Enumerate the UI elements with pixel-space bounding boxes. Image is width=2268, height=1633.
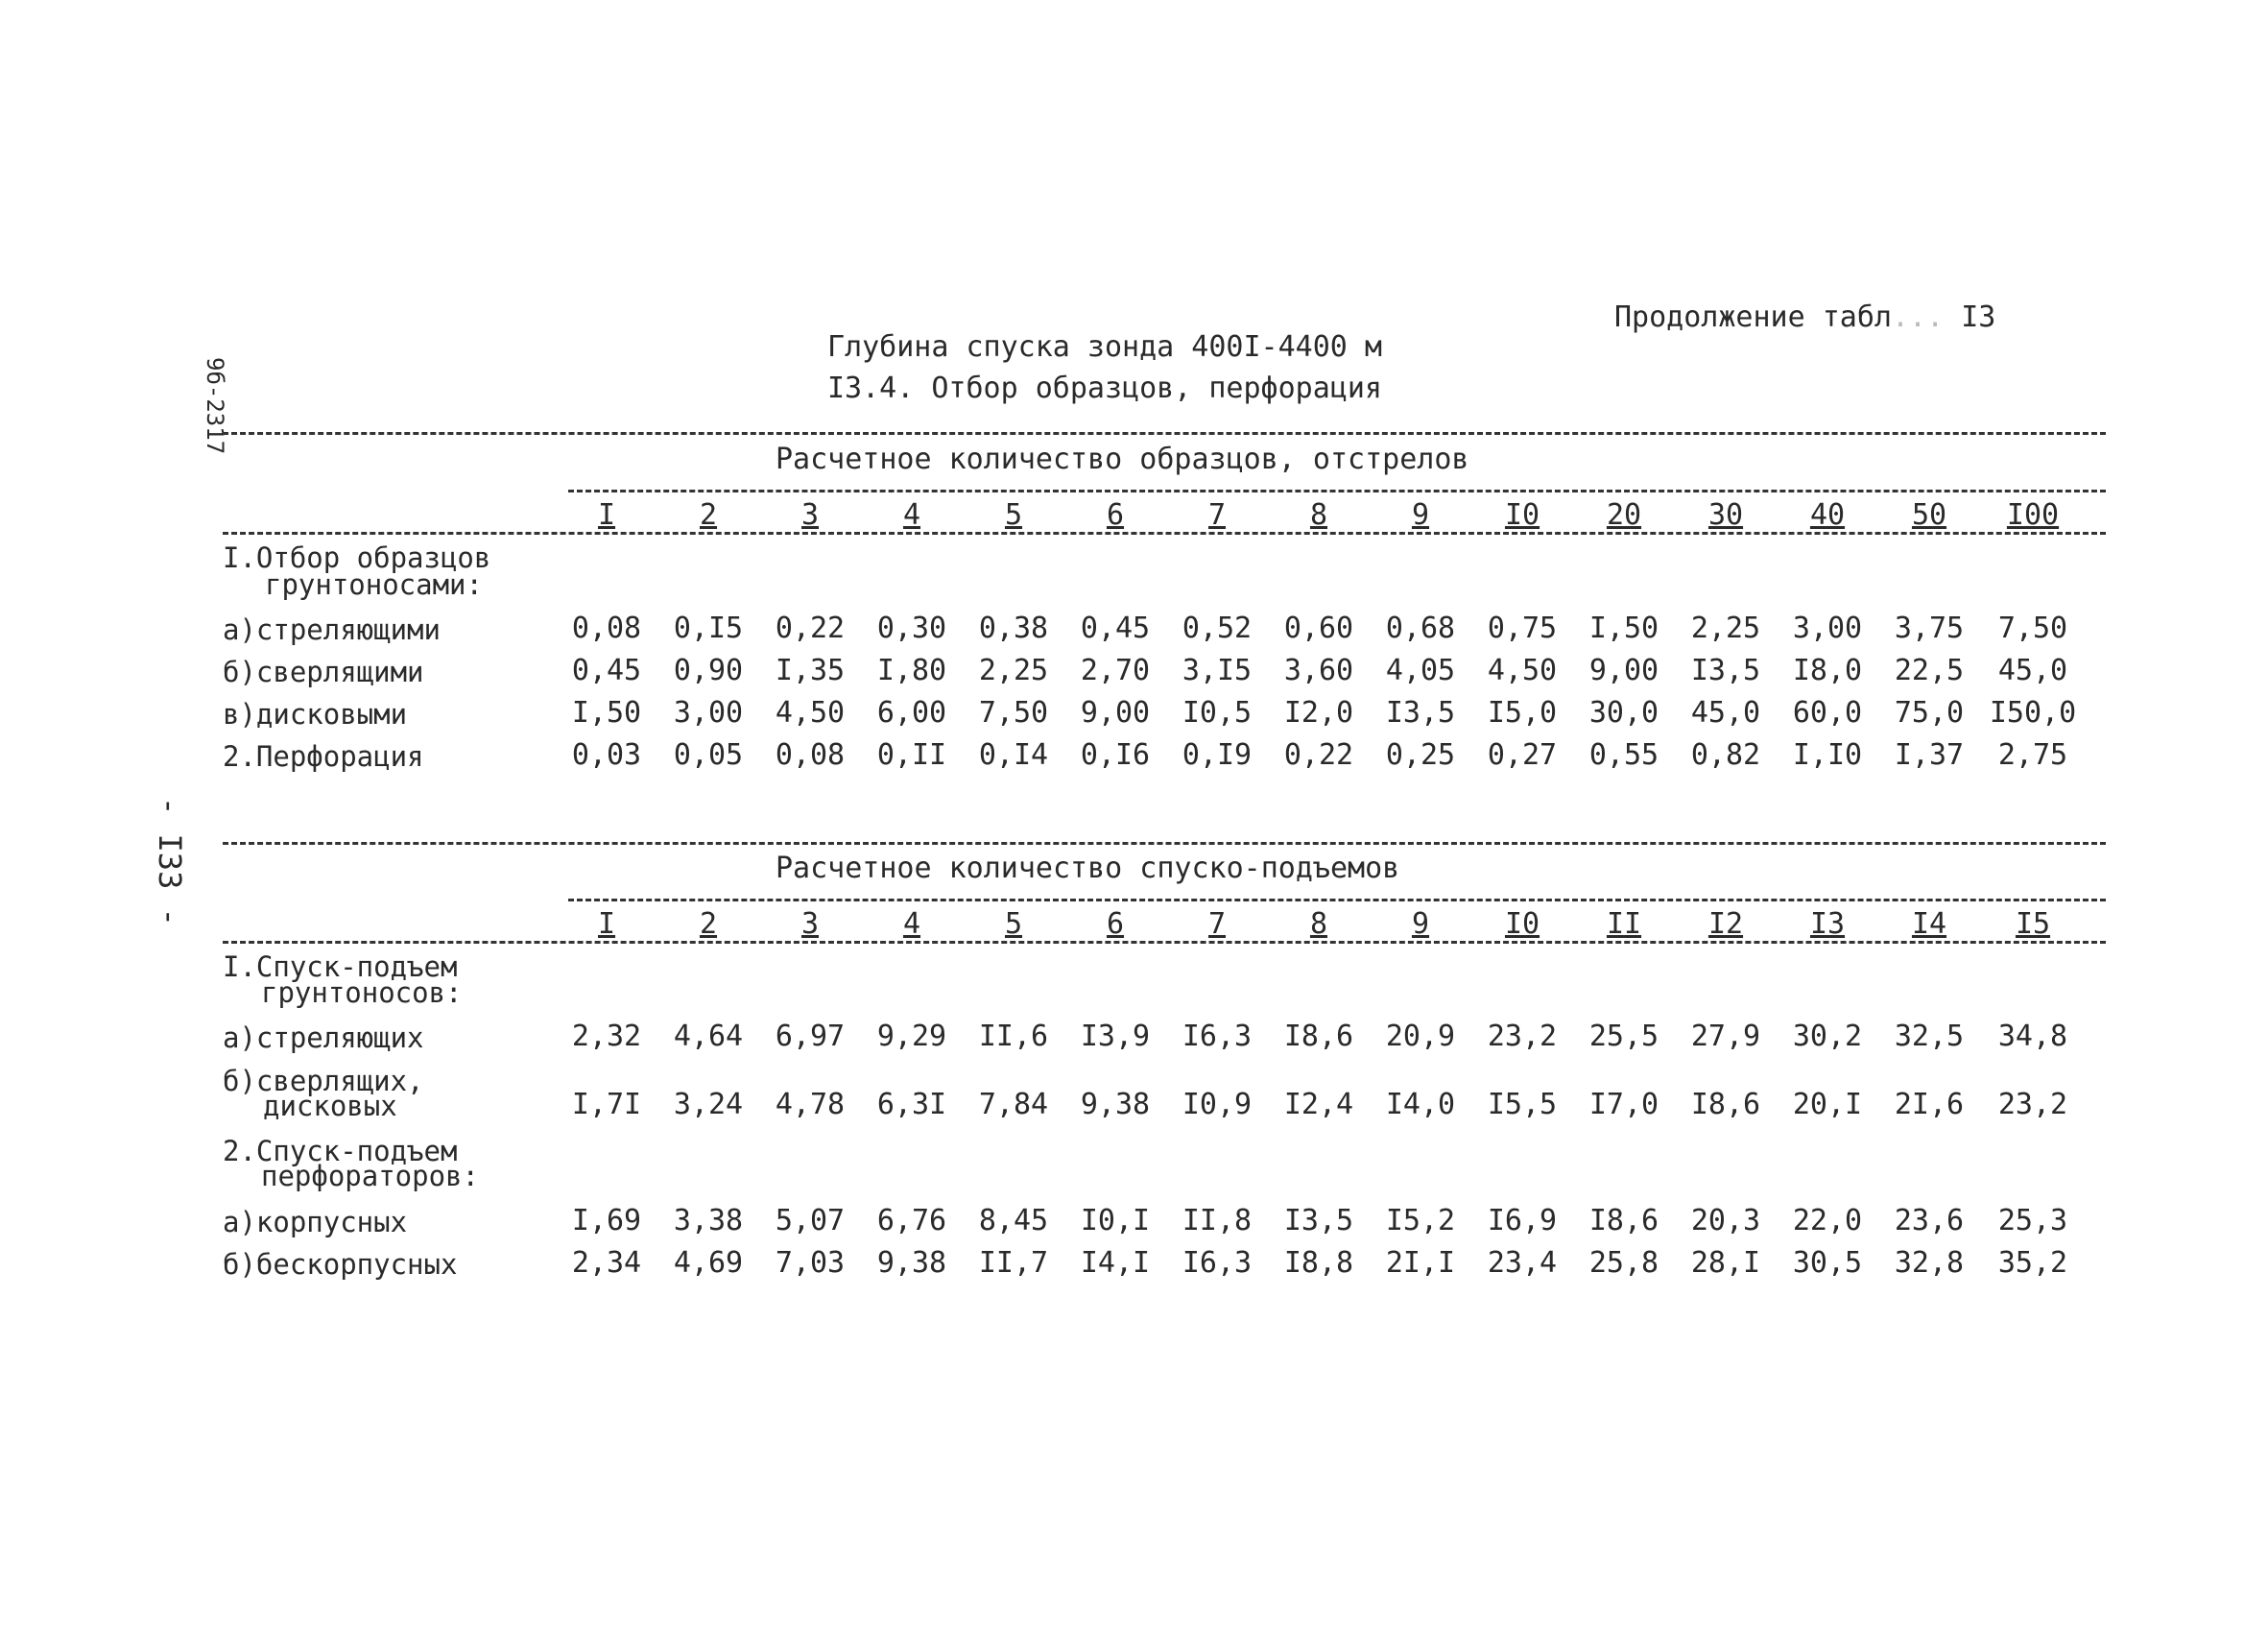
table-cell: 4,50 — [1487, 654, 1558, 687]
table-cell: 9,38 — [1080, 1088, 1151, 1121]
table-cell: 0,27 — [1487, 738, 1558, 772]
table-cell: II,8 — [1182, 1204, 1253, 1237]
section1-caption-rule — [568, 490, 2106, 492]
table-cell: I8,0 — [1792, 654, 1863, 687]
table-cell: 23,2 — [1487, 1020, 1558, 1053]
title-line-1: Глубина спуска зонда 400I-4400 м — [827, 330, 1382, 364]
column-header: 2 — [699, 907, 718, 941]
table-cell: 7,50 — [978, 696, 1049, 730]
table-cell: I,50 — [1588, 612, 1659, 645]
table-cell: 8,45 — [978, 1204, 1049, 1237]
table-cell: 3,00 — [673, 696, 744, 730]
row-label: а)стреляющих — [223, 1021, 424, 1054]
table-cell: I,I0 — [1792, 738, 1863, 772]
table-cell: 0,22 — [1283, 738, 1354, 772]
table-cell: 45,0 — [1997, 654, 2068, 687]
column-header: 6 — [1106, 907, 1125, 941]
table-cell: 32,5 — [1894, 1020, 1965, 1053]
table-cell: 7,50 — [1997, 612, 2068, 645]
table-cell: 75,0 — [1894, 696, 1965, 730]
table-cell: 6,76 — [876, 1204, 947, 1237]
table-cell: 28,I — [1690, 1246, 1761, 1280]
section2-caption: Расчетное количество спуско-подъемов — [776, 852, 1400, 885]
table-cell: 3,00 — [1792, 612, 1863, 645]
table-cell: 34,8 — [1997, 1020, 2068, 1053]
column-header: 8 — [1309, 498, 1328, 532]
table-cell: 6,00 — [876, 696, 947, 730]
column-header: 3 — [800, 907, 820, 941]
continuation-label — [1614, 301, 1995, 334]
table-cell: 60,0 — [1792, 696, 1863, 730]
table-cell: I6,3 — [1182, 1020, 1253, 1053]
table-cell: 0,22 — [775, 612, 846, 645]
table-cell: 20,I — [1792, 1088, 1863, 1121]
table-cell: 4,05 — [1385, 654, 1456, 687]
column-header: 8 — [1309, 907, 1328, 941]
column-header: 50 — [1911, 498, 1947, 532]
document-code: 9б-2317 — [202, 357, 228, 455]
table-cell: 23,6 — [1894, 1204, 1965, 1237]
column-header: 9 — [1411, 498, 1430, 532]
table-cell: I5,0 — [1487, 696, 1558, 730]
table-cell: I2,0 — [1283, 696, 1354, 730]
table-cell: I3,5 — [1283, 1204, 1354, 1237]
table-cell: I8,8 — [1283, 1246, 1354, 1280]
table-cell: II,6 — [978, 1020, 1049, 1053]
table-cell: 0,38 — [978, 612, 1049, 645]
table-cell: 9,29 — [876, 1020, 947, 1053]
table-cell: 4,64 — [673, 1020, 744, 1053]
column-header: I2 — [1707, 907, 1744, 941]
row-label-line-2: дисковых — [263, 1090, 397, 1122]
table-cell: 2,32 — [571, 1020, 642, 1053]
column-header: I — [597, 498, 616, 532]
table-cell: I7,0 — [1588, 1088, 1659, 1121]
table-cell: I,69 — [571, 1204, 642, 1237]
table-cell: 2,70 — [1080, 654, 1151, 687]
page-number: - I33 - — [152, 797, 188, 926]
row-label: в)дисковыми — [223, 698, 408, 731]
section1-caption: Расчетное количество образцов, отстрелов — [776, 443, 1469, 476]
column-header: 4 — [902, 907, 921, 941]
column-header: 7 — [1207, 907, 1227, 941]
table-cell: I,35 — [775, 654, 846, 687]
row-label: а)корпусных — [223, 1206, 408, 1238]
table-cell: 9,38 — [876, 1246, 947, 1280]
table-cell: 0,I5 — [673, 612, 744, 645]
table-cell: 30,5 — [1792, 1246, 1863, 1280]
row-label: б)бескорпусных — [223, 1248, 458, 1281]
table-cell: 5,07 — [775, 1204, 846, 1237]
table-cell: 0,30 — [876, 612, 947, 645]
table-cell: 23,2 — [1997, 1088, 2068, 1121]
section2-group2-label-1: 2.Спуск-подъем — [223, 1135, 458, 1167]
table-cell: 3,24 — [673, 1088, 744, 1121]
table-cell: 0,I9 — [1182, 738, 1253, 772]
column-header: 6 — [1106, 498, 1125, 532]
table-cell: I6,3 — [1182, 1246, 1253, 1280]
table-cell: I0,I — [1080, 1204, 1151, 1237]
table-cell: I,7I — [571, 1088, 642, 1121]
table-cell: 0,08 — [571, 612, 642, 645]
table-cell: 0,60 — [1283, 612, 1354, 645]
table-cell: 0,I6 — [1080, 738, 1151, 772]
section2-caption-rule — [568, 899, 2106, 901]
table-cell: I,80 — [876, 654, 947, 687]
table-cell: 22,5 — [1894, 654, 1965, 687]
table-cell: 2I,I — [1385, 1246, 1456, 1280]
table-cell: 3,60 — [1283, 654, 1354, 687]
table-cell: 2,75 — [1997, 738, 2068, 772]
table-cell: 3,38 — [673, 1204, 744, 1237]
table-cell: I50,0 — [1989, 696, 2077, 730]
title-line-2: I3.4. Отбор образцов, перфорация — [827, 372, 1382, 405]
table-cell: II,7 — [978, 1246, 1049, 1280]
table-cell: I6,9 — [1487, 1204, 1558, 1237]
table-cell: 30,0 — [1588, 696, 1659, 730]
column-header: 9 — [1411, 907, 1430, 941]
table-cell: 0,45 — [1080, 612, 1151, 645]
section1-group-label-1: I.Отбор образцов — [223, 541, 491, 574]
table-cell: 25,3 — [1997, 1204, 2068, 1237]
table-cell: 0,52 — [1182, 612, 1253, 645]
table-cell: 6,97 — [775, 1020, 846, 1053]
column-header: I — [597, 907, 616, 941]
table-cell: 27,9 — [1690, 1020, 1761, 1053]
section2-group1-label-2: грунтоносов: — [261, 976, 463, 1009]
table-cell: I4,0 — [1385, 1088, 1456, 1121]
table-cell: 0,II — [876, 738, 947, 772]
table-cell: 25,5 — [1588, 1020, 1659, 1053]
table-number: I3 — [1961, 300, 1996, 334]
table-cell: 3,I5 — [1182, 654, 1253, 687]
column-header: 7 — [1207, 498, 1227, 532]
table-cell: 0,68 — [1385, 612, 1456, 645]
table-cell: I,50 — [571, 696, 642, 730]
table-cell: 9,00 — [1588, 654, 1659, 687]
table-cell: 0,05 — [673, 738, 744, 772]
table-cell: I3,9 — [1080, 1020, 1151, 1053]
column-header: I0 — [1504, 498, 1540, 532]
column-header: 3 — [800, 498, 820, 532]
table-cell: I0,5 — [1182, 696, 1253, 730]
table-cell: 2,25 — [1690, 612, 1761, 645]
section2-header-rule — [223, 941, 2106, 944]
table-cell: 2,34 — [571, 1246, 642, 1280]
table-cell: I8,6 — [1588, 1204, 1659, 1237]
table-cell: 7,84 — [978, 1088, 1049, 1121]
table-cell: 4,69 — [673, 1246, 744, 1280]
section2-group2-label-2: перфораторов: — [261, 1160, 479, 1192]
table-cell: I8,6 — [1690, 1088, 1761, 1121]
column-header: 5 — [1004, 498, 1023, 532]
table-cell: 0,82 — [1690, 738, 1761, 772]
column-header: 20 — [1606, 498, 1642, 532]
column-header: II — [1606, 907, 1642, 941]
column-header: 4 — [902, 498, 921, 532]
table-cell: 0,55 — [1588, 738, 1659, 772]
table-cell: I5,2 — [1385, 1204, 1456, 1237]
continuation-text: Продолжение табл — [1614, 300, 1892, 334]
section2-top-rule — [223, 842, 2106, 845]
table-cell: 25,8 — [1588, 1246, 1659, 1280]
column-header: I00 — [2006, 498, 2060, 532]
table-cell: 3,75 — [1894, 612, 1965, 645]
table-cell: I8,6 — [1283, 1020, 1354, 1053]
table-cell: I3,5 — [1690, 654, 1761, 687]
table-cell: 2,25 — [978, 654, 1049, 687]
row-label: б)сверлящими — [223, 656, 424, 688]
table-cell: 0,75 — [1487, 612, 1558, 645]
column-header: 30 — [1707, 498, 1744, 532]
column-header: I5 — [2015, 907, 2051, 941]
column-header: 40 — [1809, 498, 1846, 532]
table-cell: 45,0 — [1690, 696, 1761, 730]
table-cell: 20,9 — [1385, 1020, 1456, 1053]
column-header: 2 — [699, 498, 718, 532]
row-label-line-1: б)сверлящих, — [223, 1065, 424, 1097]
table-cell: 0,03 — [571, 738, 642, 772]
section1-header-rule — [223, 532, 2106, 535]
table-cell: 0,25 — [1385, 738, 1456, 772]
table-cell: 2I,6 — [1894, 1088, 1965, 1121]
table-cell: I4,I — [1080, 1246, 1151, 1280]
table-cell: 30,2 — [1792, 1020, 1863, 1053]
table-cell: 0,45 — [571, 654, 642, 687]
column-header: 5 — [1004, 907, 1023, 941]
table-cell: 0,90 — [673, 654, 744, 687]
table-cell: 9,00 — [1080, 696, 1151, 730]
column-header: I0 — [1504, 907, 1540, 941]
table-cell: 20,3 — [1690, 1204, 1761, 1237]
table-cell: 7,03 — [775, 1246, 846, 1280]
column-header: I4 — [1911, 907, 1947, 941]
section2-group1-label-1: I.Спуск-подъем — [223, 950, 458, 983]
table-cell: 35,2 — [1997, 1246, 2068, 1280]
table-cell: 4,78 — [775, 1088, 846, 1121]
table-cell: 6,3I — [876, 1088, 947, 1121]
table-cell: 0,08 — [775, 738, 846, 772]
table-cell: 32,8 — [1894, 1246, 1965, 1280]
table-cell: 0,I4 — [978, 738, 1049, 772]
table-cell: I5,5 — [1487, 1088, 1558, 1121]
table-cell: 22,0 — [1792, 1204, 1863, 1237]
table-cell: I,37 — [1894, 738, 1965, 772]
section1-group-label-2: грунтоносами: — [265, 568, 483, 601]
row-label: а)стреляющими — [223, 613, 441, 646]
continuation-smudge: ... — [1891, 300, 1945, 334]
table-cell: 23,4 — [1487, 1246, 1558, 1280]
section1-top-rule — [223, 432, 2106, 435]
table-cell: 4,50 — [775, 696, 846, 730]
table-cell: I0,9 — [1182, 1088, 1253, 1121]
column-header: I3 — [1809, 907, 1846, 941]
table-cell: I3,5 — [1385, 696, 1456, 730]
row-label: 2.Перфорация — [223, 740, 424, 773]
table-cell: I2,4 — [1283, 1088, 1354, 1121]
